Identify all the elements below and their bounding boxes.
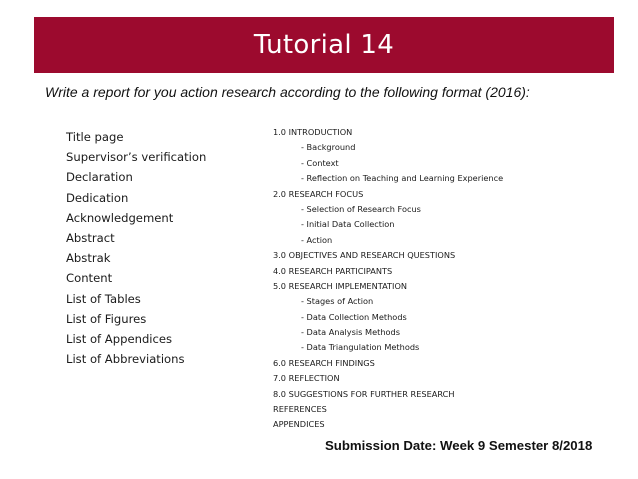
front-matter-item: Dedication [66,190,129,205]
outline-subitem: - Data Collection Methods [301,311,407,322]
outline-subitem: - Data Analysis Methods [301,327,401,338]
outline-subitem: - Stages of Action [301,296,374,307]
front-matter-list [66,127,206,369]
front-matter-item: List of Tables [66,291,141,306]
front-matter-item: Acknowledgement [66,210,174,225]
front-matter-item: Declaration [66,170,133,185]
outline-subitem: - Initial Data Collection [301,219,395,230]
outline-section: 6.0 RESEARCH FINDINGS [273,357,375,368]
outline-subitem: - Data Triangulation Methods [301,342,420,353]
front-matter-item: Supervisor’s verification [66,150,207,165]
outline-section: 1.0 INTRODUCTION [273,127,353,137]
report-outline-list [273,125,503,433]
front-matter-item: Title page [66,130,124,144]
front-matter-item: List of Figures [66,311,147,326]
front-matter-item: List of Abbreviations [66,352,185,367]
front-matter-item: Abstrak [66,251,111,266]
front-matter-item: Abstract [66,230,115,245]
outline-section: 4.0 RESEARCH PARTICIPANTS [273,265,393,276]
outline-section: REFERENCES [273,404,327,415]
instruction-text: Write a report for you action research according to the following format (2016): [45,84,530,100]
outline-section: 8.0 SUGGESTIONS FOR FURTHER RESEARCH [273,388,455,399]
submission-date: Submission Date: Week 9 Semester 8/2018 [325,438,593,453]
outline-subitem: - Selection of Research Focus [301,203,421,214]
outline-section: 5.0 RESEARCH IMPLEMENTATION [273,280,408,291]
outline-section: 2.0 RESEARCH FOCUS [273,188,364,199]
title-banner [34,17,614,73]
outline-section: 7.0 REFLECTION [273,373,340,384]
outline-section: 3.0 OBJECTIVES AND RESEARCH QUESTIONS [273,250,456,261]
front-matter-item: List of Appendices [66,331,173,346]
outline-section: APPENDICES [273,419,325,430]
front-matter-item: Content [66,271,113,286]
outline-subitem: - Action [301,234,333,245]
slide-title: Tutorial 14 [253,30,395,60]
outline-subitem: - Background [301,142,356,153]
outline-subitem: - Reflection on Teaching and Learning Experience [301,173,504,184]
outline-subitem: - Context [301,157,339,168]
